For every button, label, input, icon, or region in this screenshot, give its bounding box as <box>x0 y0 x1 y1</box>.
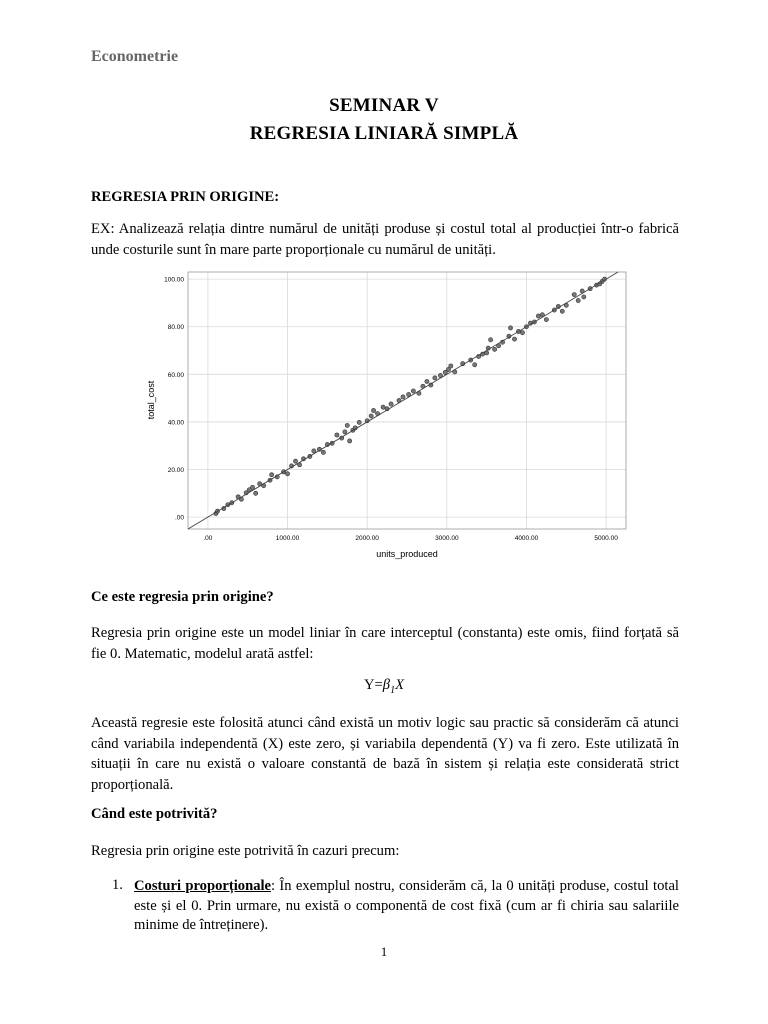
scatter-chart <box>140 268 630 568</box>
fit-line <box>188 272 618 529</box>
x-axis-ticks <box>203 535 618 542</box>
data-point <box>572 293 576 297</box>
list-item <box>134 877 679 936</box>
list-item-text: : În exemplul nostru, considerăm că, la 0 unități produse, costul total este și el 0. Prin urmare, nu există o componentă de cost fixă (cum ar fi chiria sau salariile minime de întreținere). <box>134 878 679 933</box>
when-intro: Regresia prin origine este potrivită în cazuri precum: <box>91 843 400 859</box>
definition-paragraph: Regresia prin origine este un model liniar în care interceptul (constanta) este omis, fiind forțată să fie 0. Matematic, modelul arată astfel: <box>91 625 679 662</box>
section-heading-when: Când este potrivită? <box>91 806 218 822</box>
data-point <box>576 298 580 302</box>
x-tick-label: 1000.00 <box>275 535 300 542</box>
page-number: 1 <box>380 944 388 959</box>
y-tick-label: .00 <box>174 514 184 522</box>
y-tick-label: 20.00 <box>167 467 184 475</box>
data-point <box>512 337 516 341</box>
y-axis-ticks <box>164 277 184 522</box>
list-item-term: Costuri proporționale <box>134 878 272 894</box>
y-tick-label: 80.00 <box>167 324 184 332</box>
list-item-number: 1. <box>112 877 123 893</box>
data-point <box>389 402 393 406</box>
data-point <box>473 363 477 367</box>
data-point <box>411 389 415 393</box>
formula-lhs: Y= <box>364 677 383 693</box>
data-point <box>321 450 325 454</box>
data-point <box>508 326 512 330</box>
formula-beta: β <box>382 677 391 693</box>
x-axis-label: units_produced <box>376 549 438 559</box>
data-point <box>285 472 289 476</box>
data-point <box>544 317 548 321</box>
data-point <box>369 414 373 418</box>
y-tick-label: 100.00 <box>164 276 184 284</box>
data-point <box>582 295 586 299</box>
section-heading-origin: REGRESIA PRIN ORIGINE: <box>91 189 280 205</box>
explanation-paragraph: Această regresie este folosită atunci când există un motiv logic sau practic să considerăm că atunci când variabila independentă (X) este zero, și variabila dependentă (Y) va fi zero. Este utilizată în situații în care nu există o valoare constantă de bază în sistem și relația este considerată strict proporțională. <box>91 715 679 793</box>
data-point <box>343 430 347 434</box>
data-point <box>348 439 352 443</box>
data-point <box>254 491 258 495</box>
model-formula <box>0 677 768 696</box>
data-point <box>357 420 361 424</box>
data-point <box>433 376 437 380</box>
data-point <box>536 314 540 318</box>
section-heading-what-is: Ce este regresia prin origine? <box>91 589 274 605</box>
y-tick-label: 40.00 <box>167 419 184 427</box>
data-point <box>493 347 497 351</box>
x-tick-label: .00 <box>203 535 213 542</box>
seminar-subtitle: REGRESIA LINIARĂ SIMPLĂ <box>249 123 519 144</box>
data-point <box>345 423 349 427</box>
x-tick-label: 2000.00 <box>355 535 379 542</box>
formula-subscript: 1 <box>390 684 396 696</box>
data-point <box>250 485 254 489</box>
data-point <box>520 331 524 335</box>
x-tick-label: 5000.00 <box>594 535 618 542</box>
data-point <box>489 338 493 342</box>
data-point <box>270 473 274 477</box>
example-paragraph: EX: Analizează relația dintre numărul de unități produse și costul total al producției într-o fabrică unde costurile sunt în mare parte proporționale cu numărul de unități. <box>91 221 679 258</box>
data-point <box>401 395 405 399</box>
data-point <box>371 408 375 412</box>
x-tick-label: 4000.00 <box>514 535 539 542</box>
course-header: Econometrie <box>91 48 179 65</box>
x-tick-label: 3000.00 <box>435 535 459 542</box>
formula-x: X <box>395 677 404 693</box>
seminar-title: SEMINAR V <box>329 95 439 116</box>
y-axis-label: total_cost <box>146 380 156 420</box>
data-point <box>381 405 385 409</box>
data-point <box>560 309 564 313</box>
y-tick-label: 60.00 <box>167 371 184 379</box>
data-point <box>449 364 453 368</box>
data-point <box>293 459 297 463</box>
data-point <box>425 379 429 383</box>
data-point <box>335 433 339 437</box>
